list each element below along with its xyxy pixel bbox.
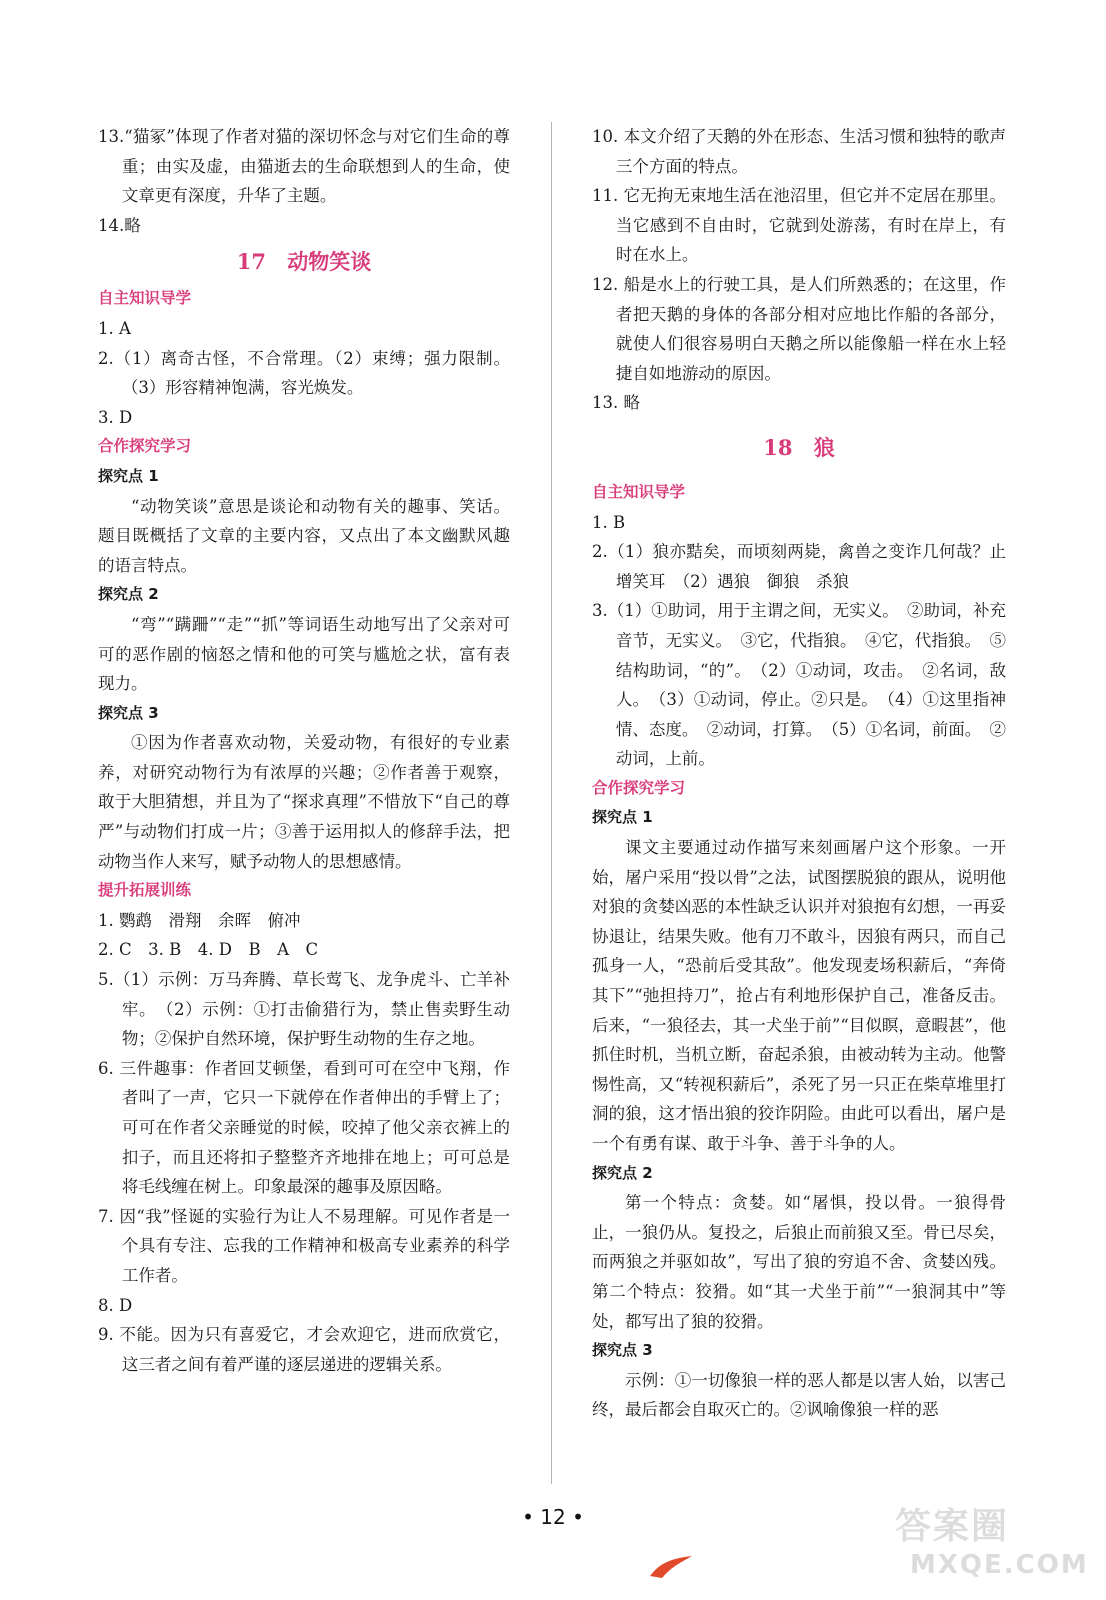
section-heading: 合作探究学习: [592, 778, 686, 797]
lesson-number: 18: [763, 434, 793, 460]
watermark-logo: 答案圈: [895, 1506, 1010, 1547]
paragraph: 示例：①一切像狼一样的恶人都是以害人始，以害己终，最后都会自取灭亡的。②讽喻像狼一样的恶: [592, 1370, 1006, 1420]
section-heading: 合作探究学习: [98, 437, 192, 456]
answer-item: 2.（1）狼亦黠矣，而顷刻两毙，禽兽之变诈几何哉？止增笑耳 （2）遇狼 御狼 杀狼: [592, 542, 1006, 591]
answer-item: 1. A: [98, 318, 131, 338]
watermark-domain: MXQE.COM: [910, 1550, 1089, 1580]
lesson-name: 狼: [813, 434, 835, 460]
paragraph: 课文主要通过动作描写来刻画屠户这个形象。一开始，屠户采用“投以骨”之法，试图摆脱狼的跟从，说明他对狼的贪婪凶恶的本性缺乏认识并对狼抱有幻想，一再妥协退让，结果失败。他有刀不敢斗，因狼有两只，而自己孤身一人，“恐前后受其敌”。他发现麦场积薪后，“奔倚其下”“弛担持刀”，抢占有利地形保护自己，准备反击。后来，“一狼径去，其一犬坐于前”“目似瞑，意暇甚”，他抓住时机，当机立断，奋起杀狼，由被动转为主动。他警惕性高，又“转视积薪后”，杀死了另一只正在柴草堆里打洞的狼，这才悟出狼的狡诈阴险。由此可以看出，屠户是一个有勇有谋、敢于斗争、善于斗争的人。: [592, 838, 1006, 1153]
answer-item: 1. 鹦鹉 滑翔 余晖 俯冲: [98, 910, 301, 930]
page-number: • 12 •: [522, 1505, 584, 1529]
answer-item-14: 14.略: [98, 215, 141, 235]
lesson-number: 17: [236, 249, 266, 275]
answer-item: 9. 不能。因为只有喜爱它，才会欢迎它，进而欣赏它，这三者之间有着严谨的逐层递进的逻辑关系。: [98, 1325, 510, 1374]
answer-item: 2.（1）离奇古怪，不合常理。（2）束缚；强力限制。（3）形容精神饱满，容光焕发。: [98, 348, 510, 398]
paragraph: “弯”“蹒跚”“走”“抓”等词语生动地写出了父亲对可可的恶作剧的恼怒之情和他的可笑与尴尬之状，富有表现力。: [98, 614, 510, 694]
lesson-17-title: [98, 240, 510, 284]
answer-item: 6. 三件趣事：作者回艾顿堡，看到可可在空中飞翔，作者叫了一声，它只一下就停在作者伸出的手臂上了；可可在作者父亲睡觉的时候，咬掉了他父亲衣裤上的扣子，而且还将扣子整整齐齐地排在地上；可可总是将毛线缠在树上。印象最深的趣事及原因略。: [98, 1058, 510, 1197]
answer-item-10: 10. 本文介绍了天鹅的外在形态、生活习惯和独特的歌声三个方面的特点。: [592, 127, 1006, 176]
answer-item: 1. B: [592, 512, 626, 532]
section-heading: 自主知识导学: [98, 289, 192, 308]
subsection-label: 探究点 1: [592, 808, 653, 827]
section-heading: 提升拓展训练: [98, 881, 192, 900]
left-column: [98, 122, 510, 1379]
answer-item: 2. C 3. B 4. D B A C: [98, 940, 319, 960]
subsection-label: 探究点 2: [592, 1163, 653, 1182]
subsection-label: 探究点 2: [98, 585, 159, 604]
lesson-18-title: [592, 418, 1006, 478]
answer-item: 3.（1）①助词，用于主谓之间，无实义。 ②助词，补充音节，无实义。 ③它，代指狼。 ④它，代指狼。 ⑤结构助词，“的”。 （2）①动词，攻击。 ②名词，敌人。 （3）①动词，停止。②只是。 （4）①这里指神情、态度。 ②动词，打算。 （5）①名词，前面。 ②动词，上前。: [592, 601, 1006, 769]
answer-item-13: 13.“猫冢”体现了作者对猫的深切怀念与对它们生命的尊重；由实及虚，由猫逝去的生命联想到人的生命，使文章更有深度，升华了主题。: [98, 127, 510, 206]
answer-item-13: 13. 略: [592, 393, 640, 413]
answer-item: 7. 因“我”怪诞的实验行为让人不易理解。可见作者是一个具有专注、忘我的工作精神和极高专业素养的科学工作者。: [98, 1206, 510, 1285]
answer-item: 8. D: [98, 1295, 133, 1315]
section-heading: 自主知识导学: [592, 482, 686, 501]
column-divider: [551, 122, 552, 1484]
subsection-label: 探究点 1: [98, 466, 159, 485]
subsection-label: 探究点 3: [592, 1341, 653, 1360]
paragraph: 第一个特点：贪婪。如“屠惧，投以骨。一狼得骨止，一狼仍从。复投之，后狼止而前狼又至。骨已尽矣，而两狼之并驱如故”，写出了狼的穷追不舍、贪婪凶残。第二个特点：狡猾。如“其一犬坐于前”“一狼洞其中”等处，都写出了狼的狡猾。: [592, 1193, 1006, 1331]
answer-item: 5.（1）示例：万马奔腾、草长莺飞、龙争虎斗、亡羊补牢。 （2）示例：①打击偷猎行为，禁止售卖野生动物；②保护自然环境，保护野生动物的生存之地。: [98, 970, 510, 1049]
right-column: [592, 122, 1006, 1425]
answer-item-11: 11. 它无拘无束地生活在池沼里，但它并不定居在那里。当它感到不自由时，它就到处游荡，有时在岸上，有时在水上。: [592, 186, 1006, 265]
subsection-label: 探究点 3: [98, 703, 159, 722]
decorative-mark-icon: [648, 1552, 696, 1580]
lesson-name: 动物笑谈: [287, 249, 372, 275]
answer-item-12: 12. 船是水上的行驶工具，是人们所熟悉的；在这里，作者把天鹅的身体的各部分相对应地比作船的各部分，就使人们很容易明白天鹅之所以能像船一样在水上轻捷自如地游动的原因。: [592, 274, 1006, 383]
paragraph: “动物笑谈”意思是谈论和动物有关的趣事、笑话。题目既概括了文章的主要内容，又点出了本文幽默风趣的语言特点。: [98, 496, 510, 575]
answer-item: 3. D: [98, 407, 133, 427]
paragraph: ①因为作者喜欢动物，关爱动物，有很好的专业素养，对研究动物行为有浓厚的兴趣；②作者善于观察，敢于大胆猜想，并且为了“探求真理”不惜放下“自己的尊严”与动物们打成一片；③善于运用拟人的修辞手法，把动物当作人来写，赋予动物人的思想感情。: [98, 733, 510, 871]
